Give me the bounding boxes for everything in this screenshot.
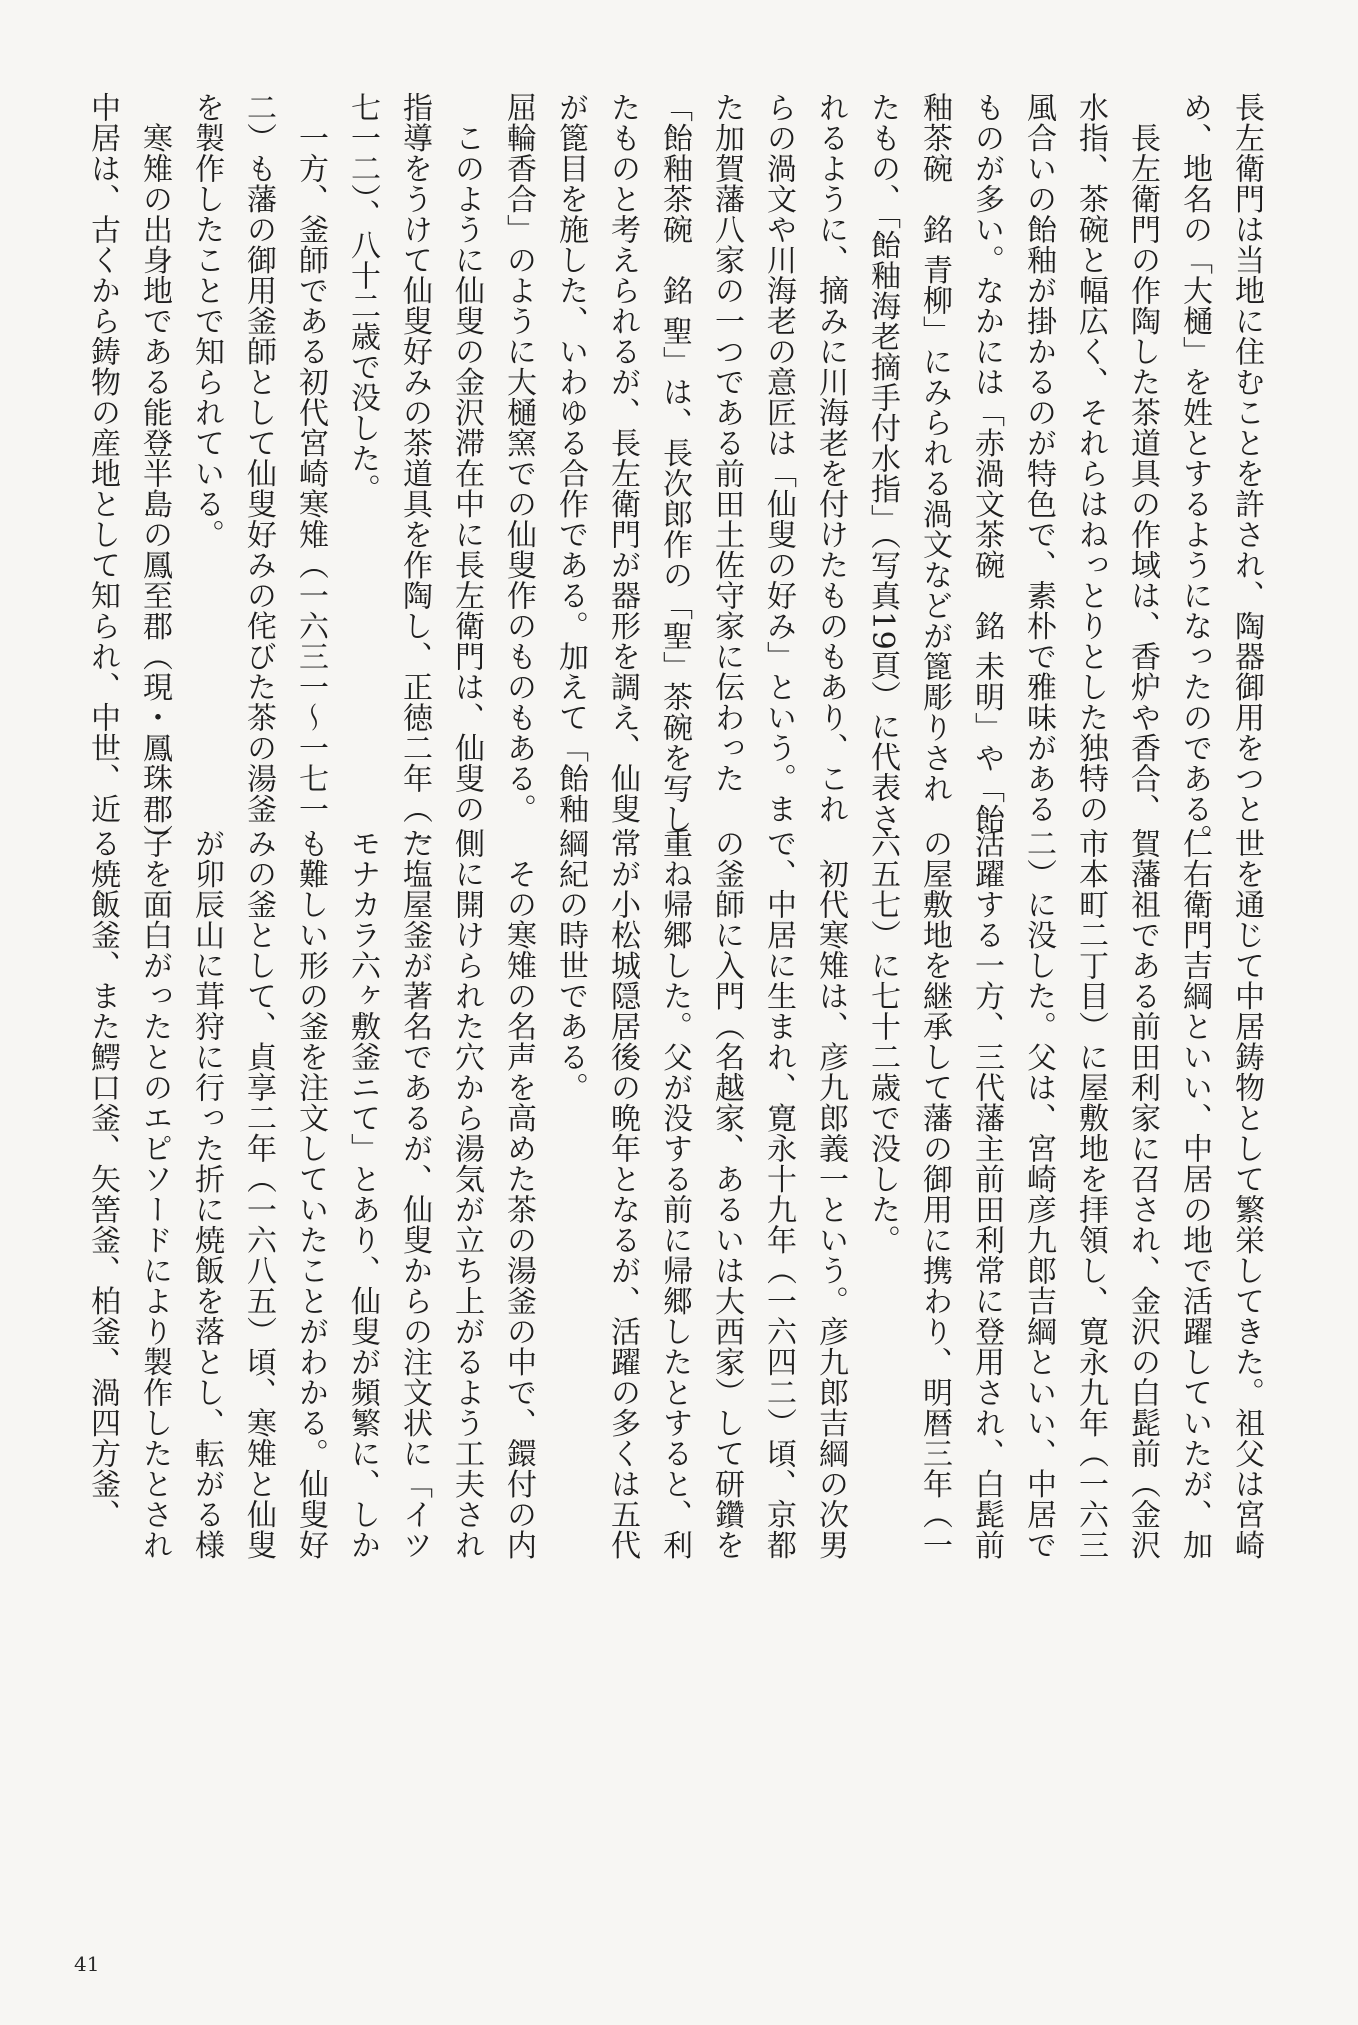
text-line: 風合いの飴釉が掛かるのが特色で、素朴で雅味がある [1021, 92, 1056, 824]
lower-text-block [85, 828, 1272, 1560]
text-line: め、地名の「大樋」を姓とするようになったのである。 [1177, 92, 1212, 855]
text-line: れるように、摘みに川海老を付けたものもあり、これ [813, 92, 848, 824]
text-line: 子を面白がったとのエピソードにより製作したとされ [137, 828, 172, 1560]
text-line: 一方、釜師である初代宮崎寒雉（一六三一〜一七一 [293, 92, 328, 824]
text-line: その寒雉の名声を高めた茶の湯釜の中で、鐶付の内 [501, 828, 536, 1560]
text-line: らの渦文や川海老の意匠は「仙叟の好み」という。ま [761, 92, 796, 824]
text-line: 綱紀の時世である。 [553, 828, 588, 1103]
text-line: 賀藩祖である前田利家に召され、金沢の白髭前（金沢 [1125, 828, 1160, 1560]
page-number: 41 [74, 1952, 100, 1976]
text-line: も難しい形の釜を注文していたことがわかる。仙叟好 [293, 828, 328, 1560]
text-line: 二）も藩の御用釜師として仙叟好みの侘びた茶の湯釜 [241, 92, 276, 824]
text-line: 常が小松城隠居後の晩年となるが、活躍の多くは五代 [605, 828, 640, 1560]
text-line: モナカラ六ヶ敷釜ニて」とあり、仙叟が頻繁に、しか [345, 828, 380, 1560]
text-line: 側に開けられた穴から湯気が立ち上がるよう工夫され [449, 828, 484, 1560]
text-line: の釜師に入門（名越家、あるいは大西家）して研鑽を [709, 828, 744, 1560]
text-line: たものと考えられるが、長左衛門が器形を調え、仙叟 [605, 92, 640, 824]
text-line: 仁右衛門吉綱といい、中居の地で活躍していたが、加 [1177, 828, 1212, 1560]
text-line: 六五七）に七十二歳で没した。 [865, 828, 900, 1255]
text-line: 長左衛門の作陶した茶道具の作域は、香炉や香合、 [1125, 92, 1160, 824]
text-line: た加賀藩八家の一つである前田土佐守家に伝わった [709, 92, 744, 794]
text-line: 寒雉の出身地である能登半島の鳳至郡（現・鳳珠郡） [137, 92, 172, 855]
text-line: 世を通じて中居鋳物として繁栄してきた。祖父は宮崎 [1229, 828, 1264, 1560]
text-line: 活躍する一方、三代藩主前田利常に登用され、白髭前 [969, 828, 1004, 1560]
text-line: 長左衛門は当地に住むことを許され、陶器御用をつと [1229, 92, 1264, 824]
text-line: 七一二）、八十二歳で没した。 [345, 92, 380, 504]
text-line: を製作したことで知られている。 [189, 92, 224, 550]
text-line: 釉茶碗 銘 青柳」にみられる渦文などが篦彫りされ [917, 92, 952, 804]
text-line: る焼飯釜、また鰐口釜、矢筈釜、柏釜、渦四方釜、 [85, 828, 120, 1530]
text-line: で、中居に生まれ、寛永十九年（一六四二）頃、京都 [761, 828, 796, 1560]
text-line: 屈輪香合」のように大樋窯での仙叟作のものもある。 [501, 92, 536, 824]
text-line: た塩屋釜が著名であるが、仙叟からの注文状に「イツ [397, 828, 432, 1560]
text-line: ものが多い。なかには「赤渦文茶碗 銘 未明」や「飴 [969, 92, 1004, 835]
text-line: 市本町二丁目）に屋敷地を拝領し、寛永九年（一六三 [1073, 828, 1108, 1560]
upper-text-block [85, 92, 1272, 855]
text-line: 指導をうけて仙叟好みの茶道具を作陶し、正徳二年（一 [397, 92, 432, 855]
text-line: 二）に没した。父は、宮崎彦九郎吉綱といい、中居で [1021, 828, 1056, 1560]
text-line: 重ね帰郷した。父が没する前に帰郷したとすると、利 [657, 828, 692, 1560]
text-line: 「飴釉茶碗 銘 聖」は、長次郎作の「聖」茶碗を写し [657, 92, 692, 835]
text-line: の屋敷地を継承して藩の御用に携わり、明暦三年（一 [917, 828, 952, 1560]
text-line: が卯辰山に茸狩に行った折に焼飯を落とし、転がる様 [189, 828, 224, 1560]
text-line: 水指、茶碗と幅広く、それらはねっとりとした独特の [1073, 92, 1108, 824]
text-line: 中居は、古くから鋳物の産地として知られ、中世、近 [85, 92, 120, 824]
text-line: が篦目を施した、いわゆる合作である。加えて「飴釉 [553, 92, 588, 824]
text-line: 初代寒雉は、彦九郎義一という。彦九郎吉綱の次男 [813, 828, 848, 1560]
text-line: たもの、「飴釉海老摘手付水指」（写真19頁）に代表さ [865, 92, 900, 834]
text-line: みの釜として、貞享二年（一六八五）頃、寒雉と仙叟 [241, 828, 276, 1560]
text-line: このように仙叟の金沢滞在中に長左衛門は、仙叟の [449, 92, 484, 824]
